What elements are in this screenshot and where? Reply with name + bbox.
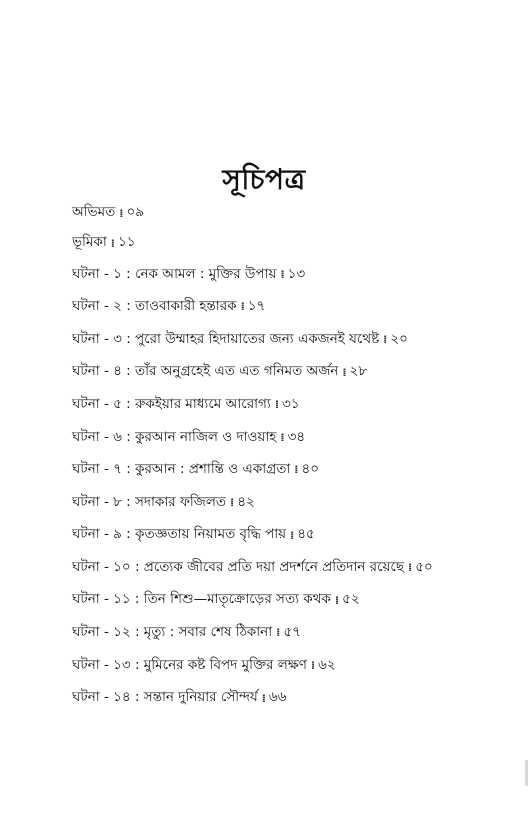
toc-entry-page: ৫২ [342, 591, 360, 608]
toc-entry [72, 421, 512, 454]
toc-entry-label: ঘটনা - ২ : তাওবাকারী হন্তারক [72, 298, 237, 315]
toc-entry-page: ২০ [390, 330, 408, 347]
toc-entry-label: ঘটনা - ৮ : সদাকার ফজিলত [72, 493, 227, 510]
toc-entry [72, 291, 512, 324]
toc-entry-page: ১৭ [247, 298, 266, 315]
toc-entry [72, 617, 512, 650]
toc-entry-label: ঘটনা - ১ : নেক আমল : মুক্তির উপায় [72, 265, 277, 282]
toc-entry-page: ১৩ [287, 265, 306, 282]
toc-separator: ⁞ [310, 658, 315, 672]
toc-separator: ⁞ [119, 206, 123, 220]
toc-separator: ⁞ [334, 593, 339, 607]
toc-separator: ⁞ [342, 365, 346, 379]
toc-entry-label: ঘটনা - ১১ : তিন শিশু—মাতৃক্রোড়ের সত্য কথক [72, 591, 331, 608]
toc-entry-page: ৬৬ [268, 689, 287, 706]
toc-entry-label: অভিমত [72, 204, 116, 221]
toc-entry [72, 323, 512, 356]
toc-entry-label: ঘটনা - ৩ : পুরো উম্মাহর হিদায়াতের জন্য একজনই যথেষ্ট [72, 330, 380, 347]
toc-entry-page: ১১ [117, 234, 136, 251]
page-title: সূচিপত্র [222, 163, 306, 196]
toc-entry [72, 682, 512, 715]
toc-entry-label: ঘটনা - ১০ : প্রত্যেক জীবের প্রতি দয়া প্রদর্শনে প্রতিদান রয়েছে [72, 558, 405, 575]
toc-entry-page: ৫০ [415, 558, 433, 575]
toc-separator: ⁞ [280, 430, 284, 444]
toc-separator: ⁞ [408, 561, 412, 575]
toc-entry-page: ৪৫ [297, 526, 315, 543]
toc-separator: ⁞ [280, 267, 284, 281]
toc-entry [72, 228, 512, 258]
toc-entry-label: ঘটনা - ১৩ : মুমিনের কষ্ট বিপদ মুক্তির লক্ষণ [72, 656, 307, 673]
toc-entry [72, 584, 512, 617]
toc-entry-label: ঘটনা - ১৪ : সন্তান দুনিয়ার সৌন্দর্য [72, 689, 258, 706]
toc-entry-label: ঘটনা - ৪ : তাঁর অনুগ্রহেই এত এত গনিমত অর্জন [72, 363, 339, 380]
toc-entry-label: ঘটনা - ৫ : রুকইয়ার মাধ্যমে আরোগ্য [72, 395, 271, 412]
toc-separator: ⁞ [383, 332, 387, 346]
toc-entry [72, 454, 512, 487]
toc-entry [72, 649, 512, 682]
toc-entry-page: ৩১ [282, 395, 300, 412]
toc-entry-label: ঘটনা - ৬ : কুরআন নাজিল ও দাওয়াহ [72, 428, 277, 445]
toc-entry-label: ঘটনা - ১২ : মৃত্যু : সবার শেষ ঠিকানা [72, 624, 273, 641]
toc-entry-page: ৫৭ [283, 624, 301, 641]
toc-separator: ⁞ [294, 463, 298, 477]
toc-separator: ⁞ [290, 528, 294, 542]
toc-separator: ⁞ [276, 626, 280, 640]
toc-entry-page: ৩৪ [287, 428, 306, 445]
toc-entry-page: ৪০ [301, 461, 320, 478]
toc-separator: ⁞ [230, 495, 234, 509]
toc-entry [72, 258, 512, 291]
toc-separator: ⁞ [261, 691, 265, 705]
toc-entry-page: ০৯ [126, 204, 144, 221]
toc-entry-page: ৬২ [318, 656, 336, 673]
toc-separator: ⁞ [110, 236, 114, 250]
toc-entry-label: ঘটনা - ৯ : কৃতজ্ঞতায় নিয়ামত বৃদ্ধি পায় [72, 526, 287, 543]
toc-entry [72, 551, 512, 584]
toc-list [72, 198, 512, 714]
toc-entry-label: ভূমিকা [72, 234, 107, 251]
toc-entry [72, 356, 512, 389]
toc-entry-page: ২৮ [349, 363, 368, 380]
toc-separator: ⁞ [274, 398, 278, 412]
toc-entry [72, 486, 512, 519]
toc-entry-label: ঘটনা - ৭ : কুরআন : প্রশান্তি ও একাগ্রতা [72, 461, 291, 478]
toc-entry [72, 519, 512, 552]
toc-separator: ⁞ [240, 300, 244, 314]
toc-entry [72, 388, 512, 421]
toc-entry [72, 198, 512, 228]
toc-entry-page: ৪২ [237, 493, 255, 510]
